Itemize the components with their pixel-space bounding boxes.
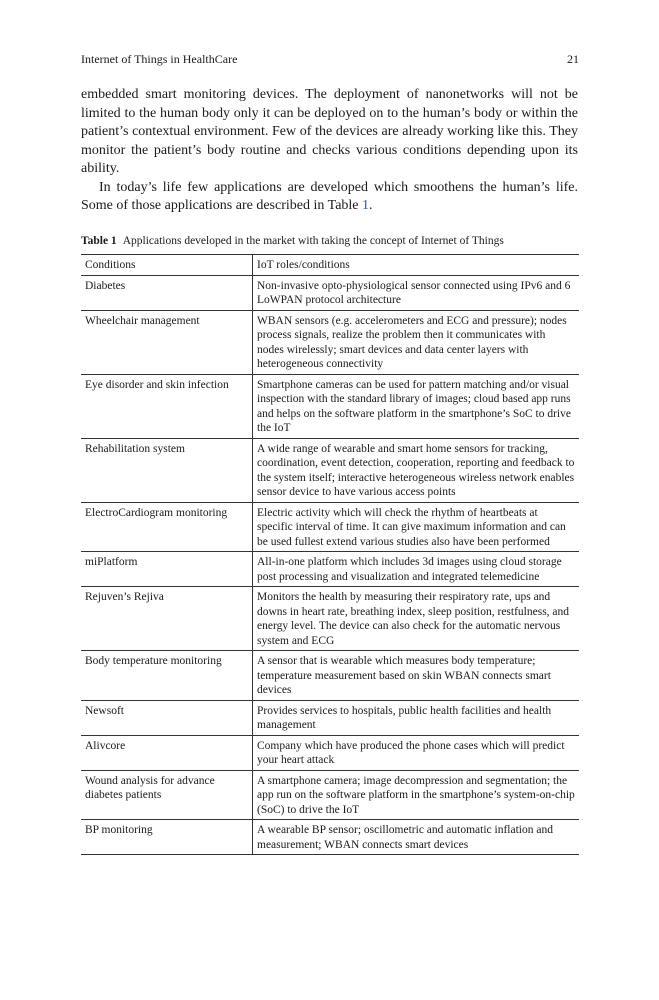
paragraph-2 — [81, 179, 578, 216]
condition-cell: BP monitoring — [81, 820, 253, 855]
column-header-conditions: Conditions — [81, 255, 253, 276]
running-title: Internet of Things in HealthCare — [81, 52, 238, 66]
iot-role-cell: All-in-one platform which includes 3d images using cloud storage post processing and visualization and integrated telemedicine — [257, 556, 562, 583]
table-row — [81, 651, 579, 701]
iot-role-cell: A smartphone camera; image decompression and segmentation; the app run on the software platform in the smartphone’s system-on-chip (SoC) to drive the IoT — [257, 774, 575, 816]
table-row — [81, 735, 579, 770]
paragraph-2-end: . — [369, 198, 373, 213]
table-row — [81, 820, 579, 855]
table-caption — [81, 234, 579, 248]
condition-cell: ElectroCardiogram monitoring — [81, 502, 253, 552]
table-row — [81, 700, 579, 735]
page-number: 21 — [567, 52, 579, 66]
condition-cell: Eye disorder and skin infection — [81, 374, 253, 438]
iot-role-cell: A wearable BP sensor; oscillometric and automatic inflation and measurement; WBAN connects smart devices — [257, 824, 553, 851]
table-header-row — [81, 255, 579, 276]
condition-cell: Alivcore — [81, 735, 253, 770]
condition-cell: Body temperature monitoring — [81, 651, 253, 701]
column-header-iot-roles: IoT roles/conditions — [257, 259, 350, 271]
condition-cell: Wheelchair management — [81, 310, 253, 374]
iot-role-cell: Monitors the health by measuring their respiratory rate, ups and downs in heart rate, breathing index, sleep position, restfulness, and energy level. The device can also check for the automatic nervous system and ECG — [257, 591, 570, 647]
paragraph-2-text: In today’s life few applications are developed which smoothens the human’s life. Some of those applications are described in Table — [81, 179, 578, 213]
iot-role-cell: A sensor that is wearable which measures body temperature; temperature measurement based on skin WBAN connects smart devices — [257, 655, 551, 696]
running-header — [81, 52, 579, 67]
table-row — [81, 770, 579, 820]
table-row — [81, 310, 579, 374]
table-row — [81, 275, 579, 310]
condition-cell: Newsoft — [81, 700, 253, 735]
paragraph-1: embedded smart monitoring devices. The deployment of nanonetworks will not be limited to the human body only it can be deployed on to the human’s body or within the patient’s contextual environment. Few of the devices are already working like this. They monitor the patient’s body routine and checks various conditions depending upon its ability. — [81, 87, 578, 176]
table-row — [81, 587, 579, 651]
condition-cell: Diabetes — [81, 275, 253, 310]
table-row — [81, 552, 579, 587]
iot-role-cell: Electric activity which will check the rhythm of heartbeats at specific interval of time. It can give maximum information and can be used fullest extend various studies also have been performed — [257, 506, 566, 548]
iot-role-cell: Non-invasive opto-physiological sensor connected using IPv6 and 6 LoWPAN protocol architecture — [257, 279, 571, 306]
condition-cell: Rejuven’s Rejiva — [81, 587, 253, 651]
table-reference-link[interactable]: 1 — [362, 198, 370, 213]
condition-cell: Rehabilitation system — [81, 438, 253, 502]
table-body — [81, 275, 579, 855]
iot-role-cell: A wide range of wearable and smart home sensors for tracking, coordination, event detection, cooperation, reporting and feedback to the system itself; interactive heterogeneous wireless network enables sensor device to have various access points — [257, 442, 575, 498]
body-text — [81, 86, 578, 216]
table-row — [81, 502, 579, 552]
iot-role-cell: Smartphone cameras can be used for pattern matching and/or visual inspection with the standard library of images; cloud based app runs and helps on the software platform in the smartphone’s SoC to drive the IoT — [257, 378, 571, 434]
iot-role-cell: WBAN sensors (e.g. accelerometers and ECG and pressure); nodes process signals, realize the problem then it communicates with nodes wirelessly; smart devices and data center layers with heterogeneous connectivity — [257, 314, 567, 370]
condition-cell: miPlatform — [81, 552, 253, 587]
iot-role-cell: Company which have produced the phone cases which will predict your heart attack — [257, 739, 565, 766]
condition-cell: Wound analysis for advance diabetes patients — [81, 770, 253, 820]
table-caption-text: Applications developed in the market with taking the concept of Internet of Things — [122, 235, 504, 247]
table-row — [81, 374, 579, 438]
iot-role-cell: Provides services to hospitals, public health facilities and health management — [257, 704, 552, 731]
applications-table — [81, 254, 579, 855]
table-row — [81, 438, 579, 502]
table-caption-label: Table 1 — [81, 235, 117, 247]
